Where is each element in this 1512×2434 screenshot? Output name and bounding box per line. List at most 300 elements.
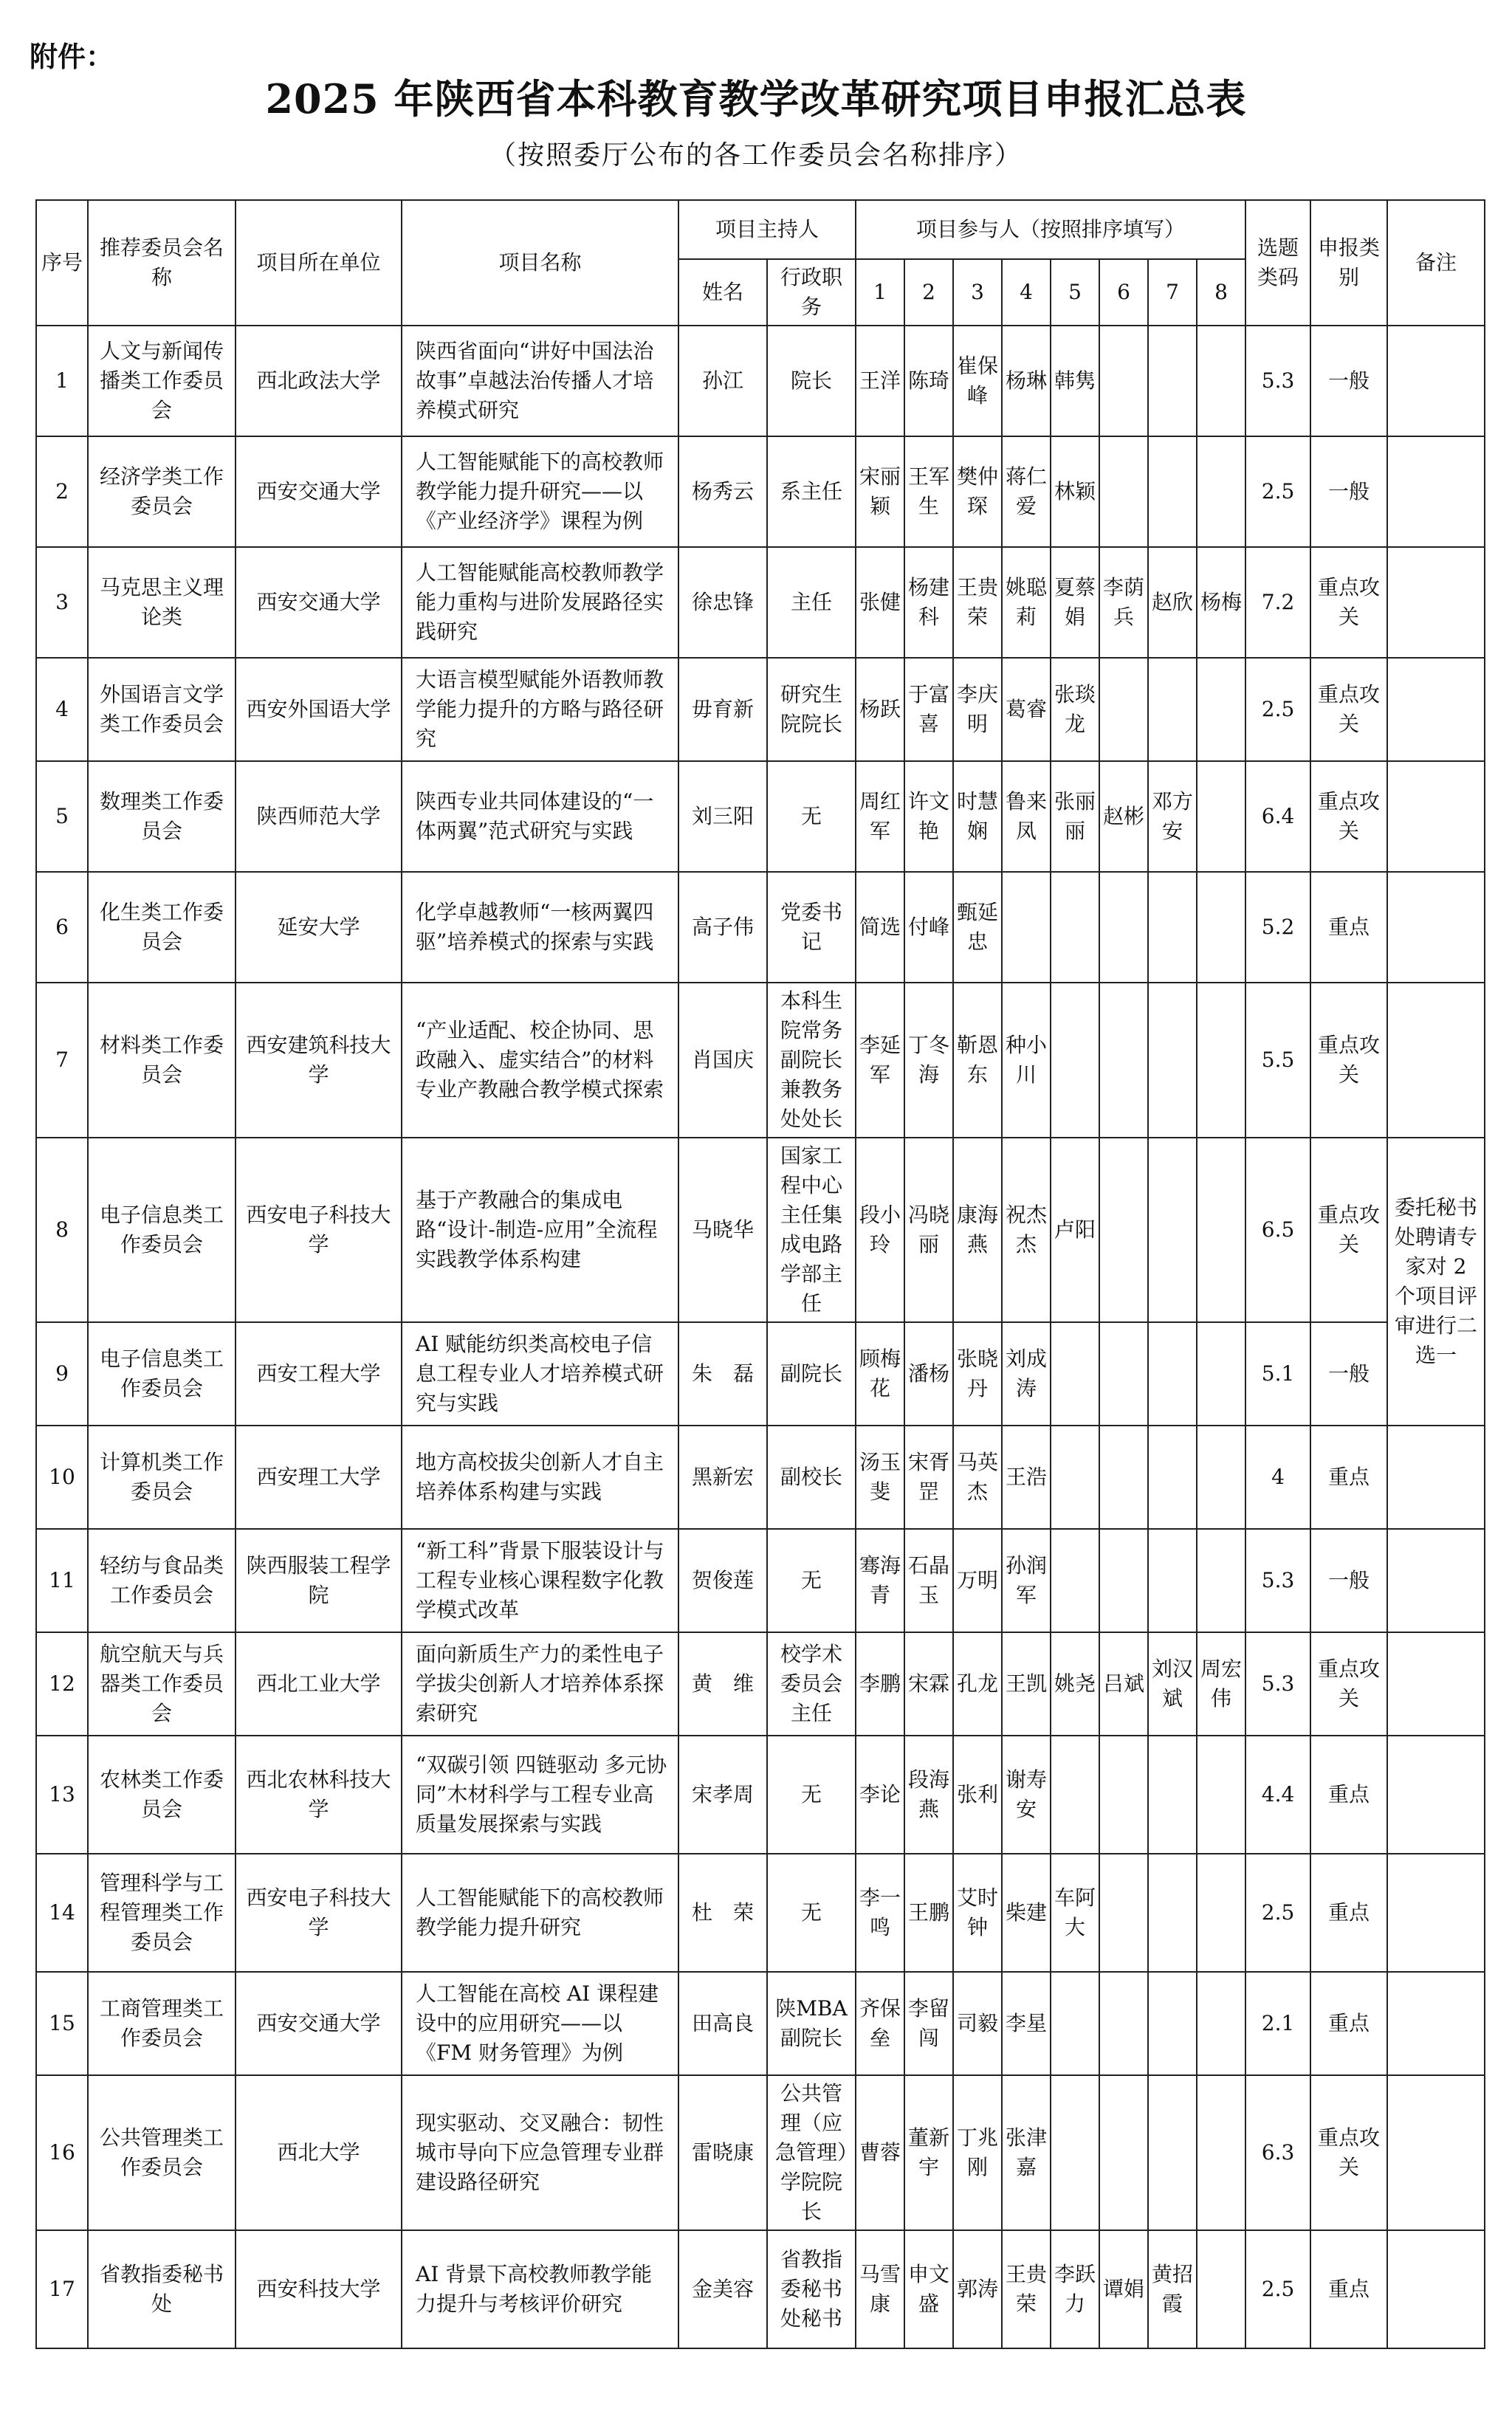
cell-category: 一般	[1310, 326, 1387, 436]
cell-participant: 王浩	[1002, 1426, 1051, 1529]
cell-code: 6.5	[1245, 1138, 1310, 1322]
header-committee: 推荐委员会名称	[88, 200, 236, 326]
cell-participant	[1148, 872, 1197, 983]
cell-code: 5.3	[1245, 326, 1310, 436]
cell-host-title: 无	[767, 1736, 856, 1854]
cell-remark	[1387, 547, 1485, 658]
cell-participant: 张丽丽	[1051, 761, 1099, 872]
cell-seq: 5	[36, 761, 88, 872]
cell-participant: 李跃力	[1051, 2230, 1099, 2348]
cell-committee: 化生类工作委员会	[88, 872, 236, 983]
cell-committee: 经济学类工作委员会	[88, 436, 236, 547]
cell-participant: 王军生	[904, 436, 953, 547]
cell-seq: 9	[36, 1322, 88, 1426]
cell-project: “双碳引领 四链驱动 多元协同”木材科学与工程专业高质量发展探索与实践	[402, 1736, 678, 1854]
table-row	[36, 1322, 1485, 1426]
cell-participant: 姚聪莉	[1002, 547, 1051, 658]
cell-participant: 邓方安	[1148, 761, 1197, 872]
cell-unit: 西安理工大学	[236, 1426, 402, 1529]
cell-code: 2.5	[1245, 658, 1310, 761]
cell-participant: 宋胥罡	[904, 1426, 953, 1529]
cell-committee: 计算机类工作委员会	[88, 1426, 236, 1529]
cell-host-title: 党委书记	[767, 872, 856, 983]
cell-participant: 种小川	[1002, 983, 1051, 1138]
cell-participant: 宋丽颖	[856, 436, 904, 547]
cell-host-title: 无	[767, 761, 856, 872]
cell-committee: 省教指委秘书处	[88, 2230, 236, 2348]
cell-participant	[1051, 983, 1099, 1138]
cell-remark	[1387, 436, 1485, 547]
cell-project: 地方高校拔尖创新人才自主培养体系构建与实践	[402, 1426, 678, 1529]
cell-participant	[1051, 1529, 1099, 1632]
header-p4: 4	[1002, 259, 1051, 326]
attachment-label: 附件：	[30, 41, 114, 73]
cell-seq: 14	[36, 1854, 88, 1972]
cell-unit: 西安交通大学	[236, 547, 402, 658]
cell-participant	[1099, 436, 1148, 547]
cell-participant: 林颖	[1051, 436, 1099, 547]
cell-project: 大语言模型赋能外语教师教学能力提升的方略与路径研究	[402, 658, 678, 761]
cell-seq: 8	[36, 1138, 88, 1322]
cell-participant: 冯晓丽	[904, 1138, 953, 1322]
cell-project: 陕西专业共同体建设的“一体两翼”范式研究与实践	[402, 761, 678, 872]
cell-committee: 公共管理类工作委员会	[88, 2075, 236, 2230]
cell-participant	[1148, 1529, 1197, 1632]
cell-unit: 西安电子科技大学	[236, 1854, 402, 1972]
cell-participant: 杨琳	[1002, 326, 1051, 436]
cell-participant: 康海燕	[953, 1138, 1002, 1322]
cell-host-name: 毋育新	[678, 658, 767, 761]
cell-participant	[1197, 2230, 1245, 2348]
cell-participant: 姚尧	[1051, 1632, 1099, 1736]
cell-host-name: 黑新宏	[678, 1426, 767, 1529]
cell-remark	[1387, 1632, 1485, 1736]
cell-unit: 西安交通大学	[236, 1972, 402, 2075]
cell-participant: 张利	[953, 1736, 1002, 1854]
cell-participant	[1099, 2075, 1148, 2230]
cell-participant: 刘成涛	[1002, 1322, 1051, 1426]
table-row	[36, 983, 1485, 1138]
cell-participant: 王鹏	[904, 1854, 953, 1972]
cell-seq: 6	[36, 872, 88, 983]
cell-seq: 4	[36, 658, 88, 761]
cell-participant	[1051, 1736, 1099, 1854]
cell-project: 陕西省面向“讲好中国法治故事”卓越法治传播人才培养模式研究	[402, 326, 678, 436]
table-row	[36, 872, 1485, 983]
header-p2: 2	[904, 259, 953, 326]
cell-category: 重点攻关	[1310, 983, 1387, 1138]
cell-remark	[1387, 983, 1485, 1138]
cell-participant	[1197, 2075, 1245, 2230]
cell-remark	[1387, 1854, 1485, 1972]
cell-participant	[1148, 1736, 1197, 1854]
cell-participant: 董新宇	[904, 2075, 953, 2230]
header-p3: 3	[953, 259, 1002, 326]
cell-remark	[1387, 2075, 1485, 2230]
cell-participant	[1099, 872, 1148, 983]
cell-participant: 许文艳	[904, 761, 953, 872]
cell-participant: 马雪康	[856, 2230, 904, 2348]
cell-unit: 西安工程大学	[236, 1322, 402, 1426]
cell-remark	[1387, 872, 1485, 983]
cell-participant: 宋霖	[904, 1632, 953, 1736]
header-host-name: 姓名	[678, 259, 767, 326]
cell-seq: 1	[36, 326, 88, 436]
cell-unit: 陕西服装工程学院	[236, 1529, 402, 1632]
cell-category: 重点	[1310, 1854, 1387, 1972]
cell-unit: 陕西师范大学	[236, 761, 402, 872]
cell-host-title: 副校长	[767, 1426, 856, 1529]
cell-participant: 张津嘉	[1002, 2075, 1051, 2230]
cell-participant: 李论	[856, 1736, 904, 1854]
cell-seq: 15	[36, 1972, 88, 2075]
cell-participant: 崔保峰	[953, 326, 1002, 436]
cell-committee: 人文与新闻传播类工作委员会	[88, 326, 236, 436]
cell-participant	[1197, 1529, 1245, 1632]
cell-category: 重点攻关	[1310, 1632, 1387, 1736]
cell-host-name: 宋孝周	[678, 1736, 767, 1854]
cell-participant: 简选	[856, 872, 904, 983]
cell-project: “产业适配、校企协同、思政融入、虚实结合”的材料专业产教融合教学模式探索	[402, 983, 678, 1138]
cell-project: 人工智能赋能下的高校教师教学能力提升研究	[402, 1854, 678, 1972]
cell-participant: 卢阳	[1051, 1138, 1099, 1322]
header-participants: 项目参与人（按照排序填写）	[856, 200, 1245, 259]
cell-participant	[1148, 326, 1197, 436]
cell-participant: 黄招霞	[1148, 2230, 1197, 2348]
cell-unit: 西安电子科技大学	[236, 1138, 402, 1322]
cell-participant: 张晓丹	[953, 1322, 1002, 1426]
cell-host-name: 肖国庆	[678, 983, 767, 1138]
cell-committee: 外国语言文学类工作委员会	[88, 658, 236, 761]
cell-participant: 赵彬	[1099, 761, 1148, 872]
cell-remark	[1387, 326, 1485, 436]
cell-unit: 西安外国语大学	[236, 658, 402, 761]
cell-committee: 电子信息类工作委员会	[88, 1322, 236, 1426]
cell-host-name: 孙江	[678, 326, 767, 436]
cell-participant: 靳恩东	[953, 983, 1002, 1138]
cell-code: 5.2	[1245, 872, 1310, 983]
cell-committee: 轻纺与食品类工作委员会	[88, 1529, 236, 1632]
cell-host-name: 田高良	[678, 1972, 767, 2075]
cell-code: 2.5	[1245, 436, 1310, 547]
cell-participant: 王凯	[1002, 1632, 1051, 1736]
cell-participant: 张健	[856, 547, 904, 658]
cell-participant: 杨梅	[1197, 547, 1245, 658]
cell-participant: 张琰龙	[1051, 658, 1099, 761]
cell-participant: 韩隽	[1051, 326, 1099, 436]
cell-host-name: 黄 维	[678, 1632, 767, 1736]
cell-participant: 丁冬海	[904, 983, 953, 1138]
table-row	[36, 1426, 1485, 1529]
cell-participant	[1099, 658, 1148, 761]
cell-committee: 工商管理类工作委员会	[88, 1972, 236, 2075]
cell-participant: 郭涛	[953, 2230, 1002, 2348]
cell-code: 4	[1245, 1426, 1310, 1529]
cell-participant	[1099, 1138, 1148, 1322]
cell-category: 重点攻关	[1310, 2075, 1387, 2230]
cell-participant: 葛睿	[1002, 658, 1051, 761]
cell-unit: 西安科技大学	[236, 2230, 402, 2348]
cell-participant: 石晶玉	[904, 1529, 953, 1632]
cell-participant	[1197, 761, 1245, 872]
cell-code: 5.3	[1245, 1529, 1310, 1632]
cell-host-name: 刘三阳	[678, 761, 767, 872]
header-category: 申报类别	[1310, 200, 1387, 326]
header-host-title: 行政职务	[767, 259, 856, 326]
header-p6: 6	[1099, 259, 1148, 326]
cell-participant: 申文盛	[904, 2230, 953, 2348]
cell-seq: 2	[36, 436, 88, 547]
cell-committee: 马克思主义理论类	[88, 547, 236, 658]
cell-participant	[1099, 1736, 1148, 1854]
cell-code: 5.1	[1245, 1322, 1310, 1426]
cell-participant	[1051, 1322, 1099, 1426]
cell-remark	[1387, 761, 1485, 872]
cell-participant	[1099, 983, 1148, 1138]
cell-participant: 夏蔡娟	[1051, 547, 1099, 658]
cell-participant: 孔龙	[953, 1632, 1002, 1736]
cell-host-title: 系主任	[767, 436, 856, 547]
cell-project: 人工智能赋能高校教师教学能力重构与进阶发展路径实践研究	[402, 547, 678, 658]
cell-participant	[1051, 1426, 1099, 1529]
cell-host-title: 副院长	[767, 1322, 856, 1426]
cell-participant	[1197, 872, 1245, 983]
cell-category: 重点	[1310, 1736, 1387, 1854]
cell-seq: 7	[36, 983, 88, 1138]
table-row	[36, 436, 1485, 547]
cell-participant	[1197, 326, 1245, 436]
cell-participant	[1099, 1854, 1148, 1972]
cell-participant: 周红军	[856, 761, 904, 872]
cell-participant: 付峰	[904, 872, 953, 983]
cell-unit: 西北政法大学	[236, 326, 402, 436]
header-host: 项目主持人	[678, 200, 856, 259]
table-row	[36, 1854, 1485, 1972]
cell-host-title: 院长	[767, 326, 856, 436]
table-row	[36, 2075, 1485, 2230]
cell-code: 2.5	[1245, 1854, 1310, 1972]
cell-participant	[1099, 326, 1148, 436]
cell-code: 4.4	[1245, 1736, 1310, 1854]
table-row	[36, 2230, 1485, 2348]
cell-category: 重点攻关	[1310, 658, 1387, 761]
cell-remark	[1387, 1529, 1485, 1632]
cell-project: AI 背景下高校教师教学能力提升与考核评价研究	[402, 2230, 678, 2348]
page-subtitle: （按照委厅公布的各工作委员会名称排序）	[489, 140, 1023, 171]
cell-participant	[1051, 1972, 1099, 2075]
cell-participant	[1148, 1322, 1197, 1426]
cell-participant: 于富喜	[904, 658, 953, 761]
summary-table	[35, 199, 1485, 2349]
cell-project: 现实驱动、交叉融合：韧性城市导向下应急管理专业群建设路径研究	[402, 2075, 678, 2230]
cell-host-title: 本科生院常务副院长兼教务处处长	[767, 983, 856, 1138]
cell-participant: 李鹏	[856, 1632, 904, 1736]
cell-host-name: 金美容	[678, 2230, 767, 2348]
cell-participant	[1197, 1736, 1245, 1854]
cell-participant: 王贵荣	[1002, 2230, 1051, 2348]
cell-participant	[1148, 1138, 1197, 1322]
cell-unit: 西北工业大学	[236, 1632, 402, 1736]
header-p1: 1	[856, 259, 904, 326]
cell-participant: 曹蓉	[856, 2075, 904, 2230]
cell-participant	[1148, 658, 1197, 761]
cell-participant: 柴建	[1002, 1854, 1051, 1972]
cell-host-title: 校学术委员会主任	[767, 1632, 856, 1736]
cell-participant: 司毅	[953, 1972, 1002, 2075]
cell-participant: 汤玉斐	[856, 1426, 904, 1529]
cell-participant: 顾梅花	[856, 1322, 904, 1426]
cell-remark: 委托秘书处聘请专家对 2 个项目评审进行二选一	[1387, 1138, 1485, 1426]
cell-committee: 数理类工作委员会	[88, 761, 236, 872]
header-seq: 序号	[36, 200, 88, 326]
cell-unit: 西安交通大学	[236, 436, 402, 547]
cell-host-name: 杨秀云	[678, 436, 767, 547]
table-row	[36, 761, 1485, 872]
cell-participant	[1099, 1322, 1148, 1426]
cell-participant: 杨跃	[856, 658, 904, 761]
cell-committee: 航空航天与兵器类工作委员会	[88, 1632, 236, 1736]
cell-host-name: 徐忠锋	[678, 547, 767, 658]
table-row	[36, 1632, 1485, 1736]
cell-participant: 李荫兵	[1099, 547, 1148, 658]
cell-participant: 樊仲琛	[953, 436, 1002, 547]
cell-committee: 电子信息类工作委员会	[88, 1138, 236, 1322]
cell-category: 一般	[1310, 1322, 1387, 1426]
cell-participant	[1099, 1972, 1148, 2075]
cell-code: 6.4	[1245, 761, 1310, 872]
cell-remark	[1387, 1736, 1485, 1854]
cell-code: 5.3	[1245, 1632, 1310, 1736]
cell-participant: 刘汉斌	[1148, 1632, 1197, 1736]
cell-host-title: 省教指委秘书处秘书	[767, 2230, 856, 2348]
cell-participant	[1002, 872, 1051, 983]
cell-participant	[1197, 983, 1245, 1138]
cell-category: 重点	[1310, 1972, 1387, 2075]
table-row	[36, 658, 1485, 761]
cell-code: 7.2	[1245, 547, 1310, 658]
table-row	[36, 1529, 1485, 1632]
cell-category: 重点攻关	[1310, 761, 1387, 872]
table-row	[36, 326, 1485, 436]
header-unit: 项目所在单位	[236, 200, 402, 326]
header-p8: 8	[1197, 259, 1245, 326]
cell-participant	[1148, 1854, 1197, 1972]
cell-category: 一般	[1310, 1529, 1387, 1632]
cell-remark	[1387, 2230, 1485, 2348]
cell-host-name: 马晓华	[678, 1138, 767, 1322]
header-code: 选题类码	[1245, 200, 1310, 326]
cell-host-title: 国家工程中心主任集成电路学部主任	[767, 1138, 856, 1322]
cell-participant	[1148, 436, 1197, 547]
cell-host-title: 陕MBA副院长	[767, 1972, 856, 2075]
cell-participant: 齐保垒	[856, 1972, 904, 2075]
cell-category: 重点	[1310, 872, 1387, 983]
table-row	[36, 1138, 1485, 1322]
cell-remark	[1387, 1426, 1485, 1529]
cell-participant: 李一鸣	[856, 1854, 904, 1972]
cell-seq: 10	[36, 1426, 88, 1529]
cell-participant: 谢寿安	[1002, 1736, 1051, 1854]
cell-host-name: 朱 磊	[678, 1322, 767, 1426]
cell-unit: 西北大学	[236, 2075, 402, 2230]
cell-participant: 马英杰	[953, 1426, 1002, 1529]
cell-participant: 骞海青	[856, 1529, 904, 1632]
cell-participant	[1197, 1972, 1245, 2075]
cell-category: 一般	[1310, 436, 1387, 547]
header-remark: 备注	[1387, 200, 1485, 326]
table-row	[36, 1972, 1485, 2075]
cell-participant: 谭娟	[1099, 2230, 1148, 2348]
cell-seq: 13	[36, 1736, 88, 1854]
cell-participant: 杨建科	[904, 547, 953, 658]
header-p5: 5	[1051, 259, 1099, 326]
cell-participant: 段海燕	[904, 1736, 953, 1854]
cell-participant	[1099, 1426, 1148, 1529]
cell-host-name: 杜 荣	[678, 1854, 767, 1972]
cell-participant	[1197, 436, 1245, 547]
cell-unit: 延安大学	[236, 872, 402, 983]
cell-participant: 赵欣	[1148, 547, 1197, 658]
cell-participant: 艾时钟	[953, 1854, 1002, 1972]
cell-committee: 农林类工作委员会	[88, 1736, 236, 1854]
cell-participant: 李延军	[856, 983, 904, 1138]
cell-participant	[1051, 872, 1099, 983]
cell-host-title: 研究生院院长	[767, 658, 856, 761]
cell-participant: 吕斌	[1099, 1632, 1148, 1736]
cell-seq: 3	[36, 547, 88, 658]
cell-committee: 管理科学与工程管理类工作委员会	[88, 1854, 236, 1972]
cell-participant	[1197, 1138, 1245, 1322]
cell-host-title: 主任	[767, 547, 856, 658]
cell-host-title: 无	[767, 1529, 856, 1632]
cell-committee: 材料类工作委员会	[88, 983, 236, 1138]
cell-participant	[1197, 658, 1245, 761]
cell-project: AI 赋能纺织类高校电子信息工程专业人才培养模式研究与实践	[402, 1322, 678, 1426]
cell-code: 5.5	[1245, 983, 1310, 1138]
cell-participant: 鲁来凤	[1002, 761, 1051, 872]
cell-code: 2.1	[1245, 1972, 1310, 2075]
cell-unit: 西北农林科技大学	[236, 1736, 402, 1854]
cell-project: 人工智能在高校 AI 课程建设中的应用研究——以《FM 财务管理》为例	[402, 1972, 678, 2075]
header-p7: 7	[1148, 259, 1197, 326]
cell-seq: 16	[36, 2075, 88, 2230]
cell-project: “新工科”背景下服装设计与工程专业核心课程数字化教学模式改革	[402, 1529, 678, 1632]
cell-seq: 11	[36, 1529, 88, 1632]
cell-participant: 蒋仁爱	[1002, 436, 1051, 547]
header-project: 项目名称	[402, 200, 678, 326]
cell-remark	[1387, 658, 1485, 761]
cell-remark	[1387, 1972, 1485, 2075]
cell-participant	[1051, 2075, 1099, 2230]
cell-host-name: 高子伟	[678, 872, 767, 983]
cell-participant: 陈琦	[904, 326, 953, 436]
cell-participant: 周宏伟	[1197, 1632, 1245, 1736]
cell-participant: 潘杨	[904, 1322, 953, 1426]
cell-participant: 孙润军	[1002, 1529, 1051, 1632]
cell-participant	[1197, 1854, 1245, 1972]
cell-project: 人工智能赋能下的高校教师教学能力提升研究——以《产业经济学》课程为例	[402, 436, 678, 547]
cell-participant: 祝杰杰	[1002, 1138, 1051, 1322]
cell-participant: 万明	[953, 1529, 1002, 1632]
cell-category: 重点攻关	[1310, 1138, 1387, 1322]
table-row	[36, 1736, 1485, 1854]
cell-code: 6.3	[1245, 2075, 1310, 2230]
cell-participant: 李星	[1002, 1972, 1051, 2075]
cell-category: 重点	[1310, 2230, 1387, 2348]
cell-category: 重点	[1310, 1426, 1387, 1529]
cell-host-title: 无	[767, 1854, 856, 1972]
cell-unit: 西安建筑科技大学	[236, 983, 402, 1138]
